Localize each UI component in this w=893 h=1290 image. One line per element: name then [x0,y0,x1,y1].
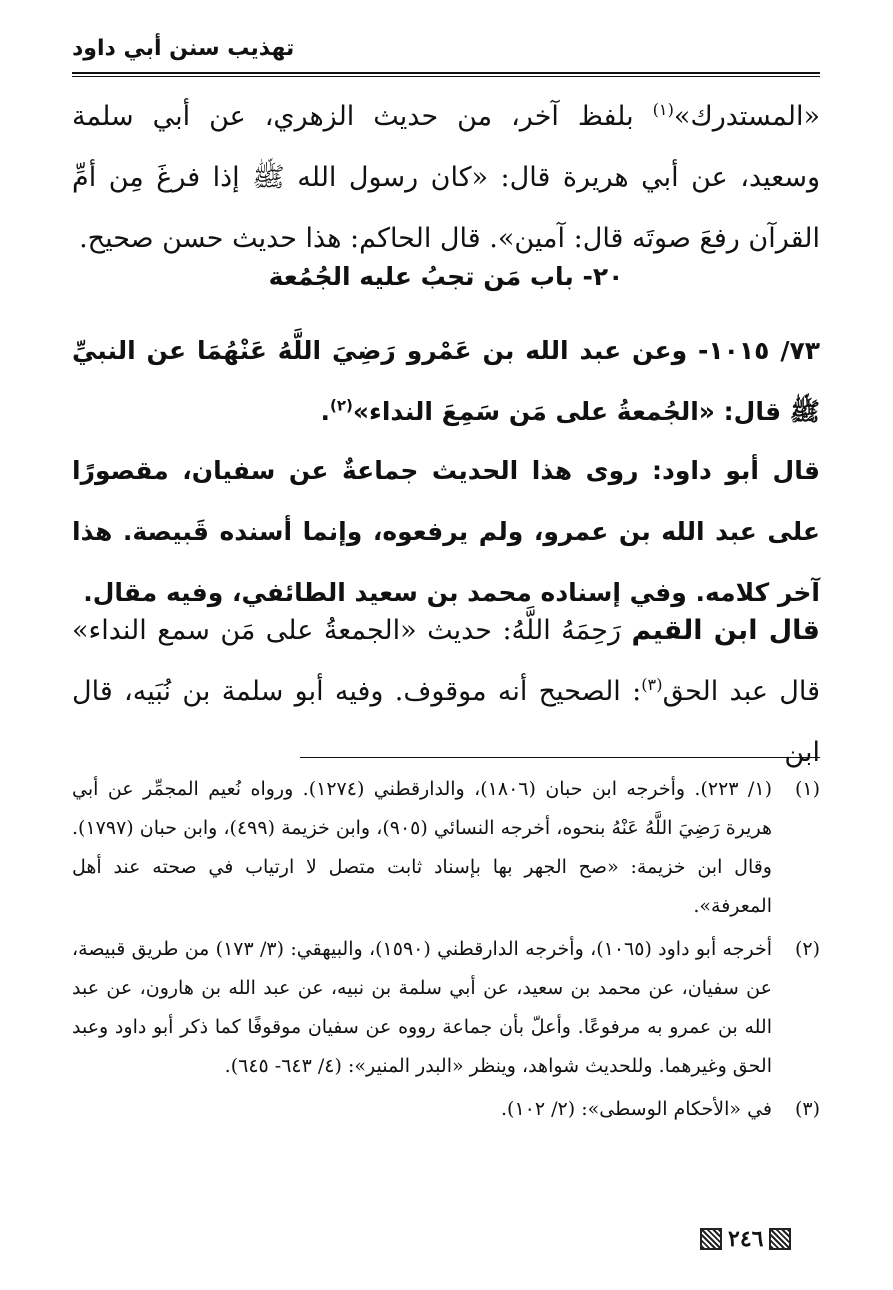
footnote-1 [72,770,820,926]
header-rule [72,72,820,77]
chapter-heading: ٢٠- باب مَن تجبُ عليه الجُمُعة [268,262,624,291]
footnote-number: (١) [794,778,820,800]
hadith-text [72,320,820,442]
text: : الصحيح أنه موقوف. وفيه أبو سلمة بن نُبَيه، قال ابن [72,676,820,768]
page-number [700,1226,791,1252]
footnotes [72,770,820,1133]
footnote-number: (٢) [794,938,820,960]
text: : حديث «الجمعةُ على مَن سمع النداء» قال عبد الحق [72,615,821,707]
page-number-text: ٢٤٦ [728,1226,764,1252]
footnote-rule [300,757,820,758]
paragraph-abu-dawud: قال أبو داود: روى هذا الحديث جماعةٌ عن سفيان، مقصورًا على عبد الله بن عمرو، ولم يرفعوه، وإنما أسنده قَبيصة. هذا آخر كلامه. وفي إسناده محمد بن سعيد الطائفي، وفيه مقال. [72,456,820,607]
footnote-ref-3[interactable]: (٣) [641,675,663,694]
footnote-text: أخرجه أبو داود (١٠٦٥)، وأخرجه الدارقطني (١٥٩٠)، والبيهقي: (٣/ ١٧٣) من طريق قبيصة، عن سفيان، عن محمد بن سعيد، عن أبي سلمة بن نبيه، عن عبد الله بن هارون، عن عبد الله بن عمرو به مرفوعًا. وأعلّ بأن جماعة رووه عن سفيان موقوفًا كما ذكر أبو داود وعبد الحق وغيرهما. وللحديث شواهد، وينظر «البدر المنير»: (٤/ ٦٤٣- ٦٤٥). [72,938,772,1077]
text: «المستدرك» [673,101,820,132]
footnote-ref-2[interactable]: (٢) [330,396,353,415]
footnote-ref-1[interactable]: (١) [652,100,674,119]
footnote-text: (١/ ٢٢٣). وأخرجه ابن حبان (١٨٠٦)، والدارقطني (١٢٧٤). ورواه نُعيم المجمِّر عن أبي هريرة رَضِيَ اللَّهُ عَنْهُ بنحوه، أخرجه النسائي (٩٠٥)، وابن خزيمة (٤٩٩)، وابن حبان (١٧٩٧). وقال ابن خزيمة: «صح الجهر بها بإسناد ثابت متصل لا ارتياب في صحته عند أهل المعرفة». [72,778,772,917]
speaker-name: قال ابن القيم [631,615,820,646]
footnote-2 [72,930,820,1086]
paragraph-ibn-qayyim [72,600,820,783]
ornament-icon [700,1228,722,1250]
footnote-3 [72,1090,820,1129]
text: بلفظ آخر، من حديث الزهري، عن أبي سلمة وسعيد، عن أبي هريرة قال: «كان رسول الله ﷺ إذا فرغَ مِن أمِّ القرآن رفعَ صوتَه قال: آمين». قال الحاكم: هذا حديث حسن صحيح. [72,101,820,254]
honorific: رَحِمَهُ اللَّهُ [511,615,632,646]
paragraph-mustadrak [72,86,820,269]
footnote-text: في «الأحكام الوسطى»: (٢/ ١٠٢). [501,1098,772,1120]
ornament-icon [769,1228,791,1250]
running-header-title: تهذيب سنن أبي داود [72,36,295,61]
footnote-number: (٣) [794,1098,820,1120]
text: ٧٣/ ١٠١٥- وعن عبد الله بن عَمْرو رَضِيَ اللَّهُ عَنْهُمَا عن النبيِّ ﷺ قال: «الجُمعةُ على مَن سَمِعَ النداء» [72,336,820,426]
text: . [320,397,331,426]
